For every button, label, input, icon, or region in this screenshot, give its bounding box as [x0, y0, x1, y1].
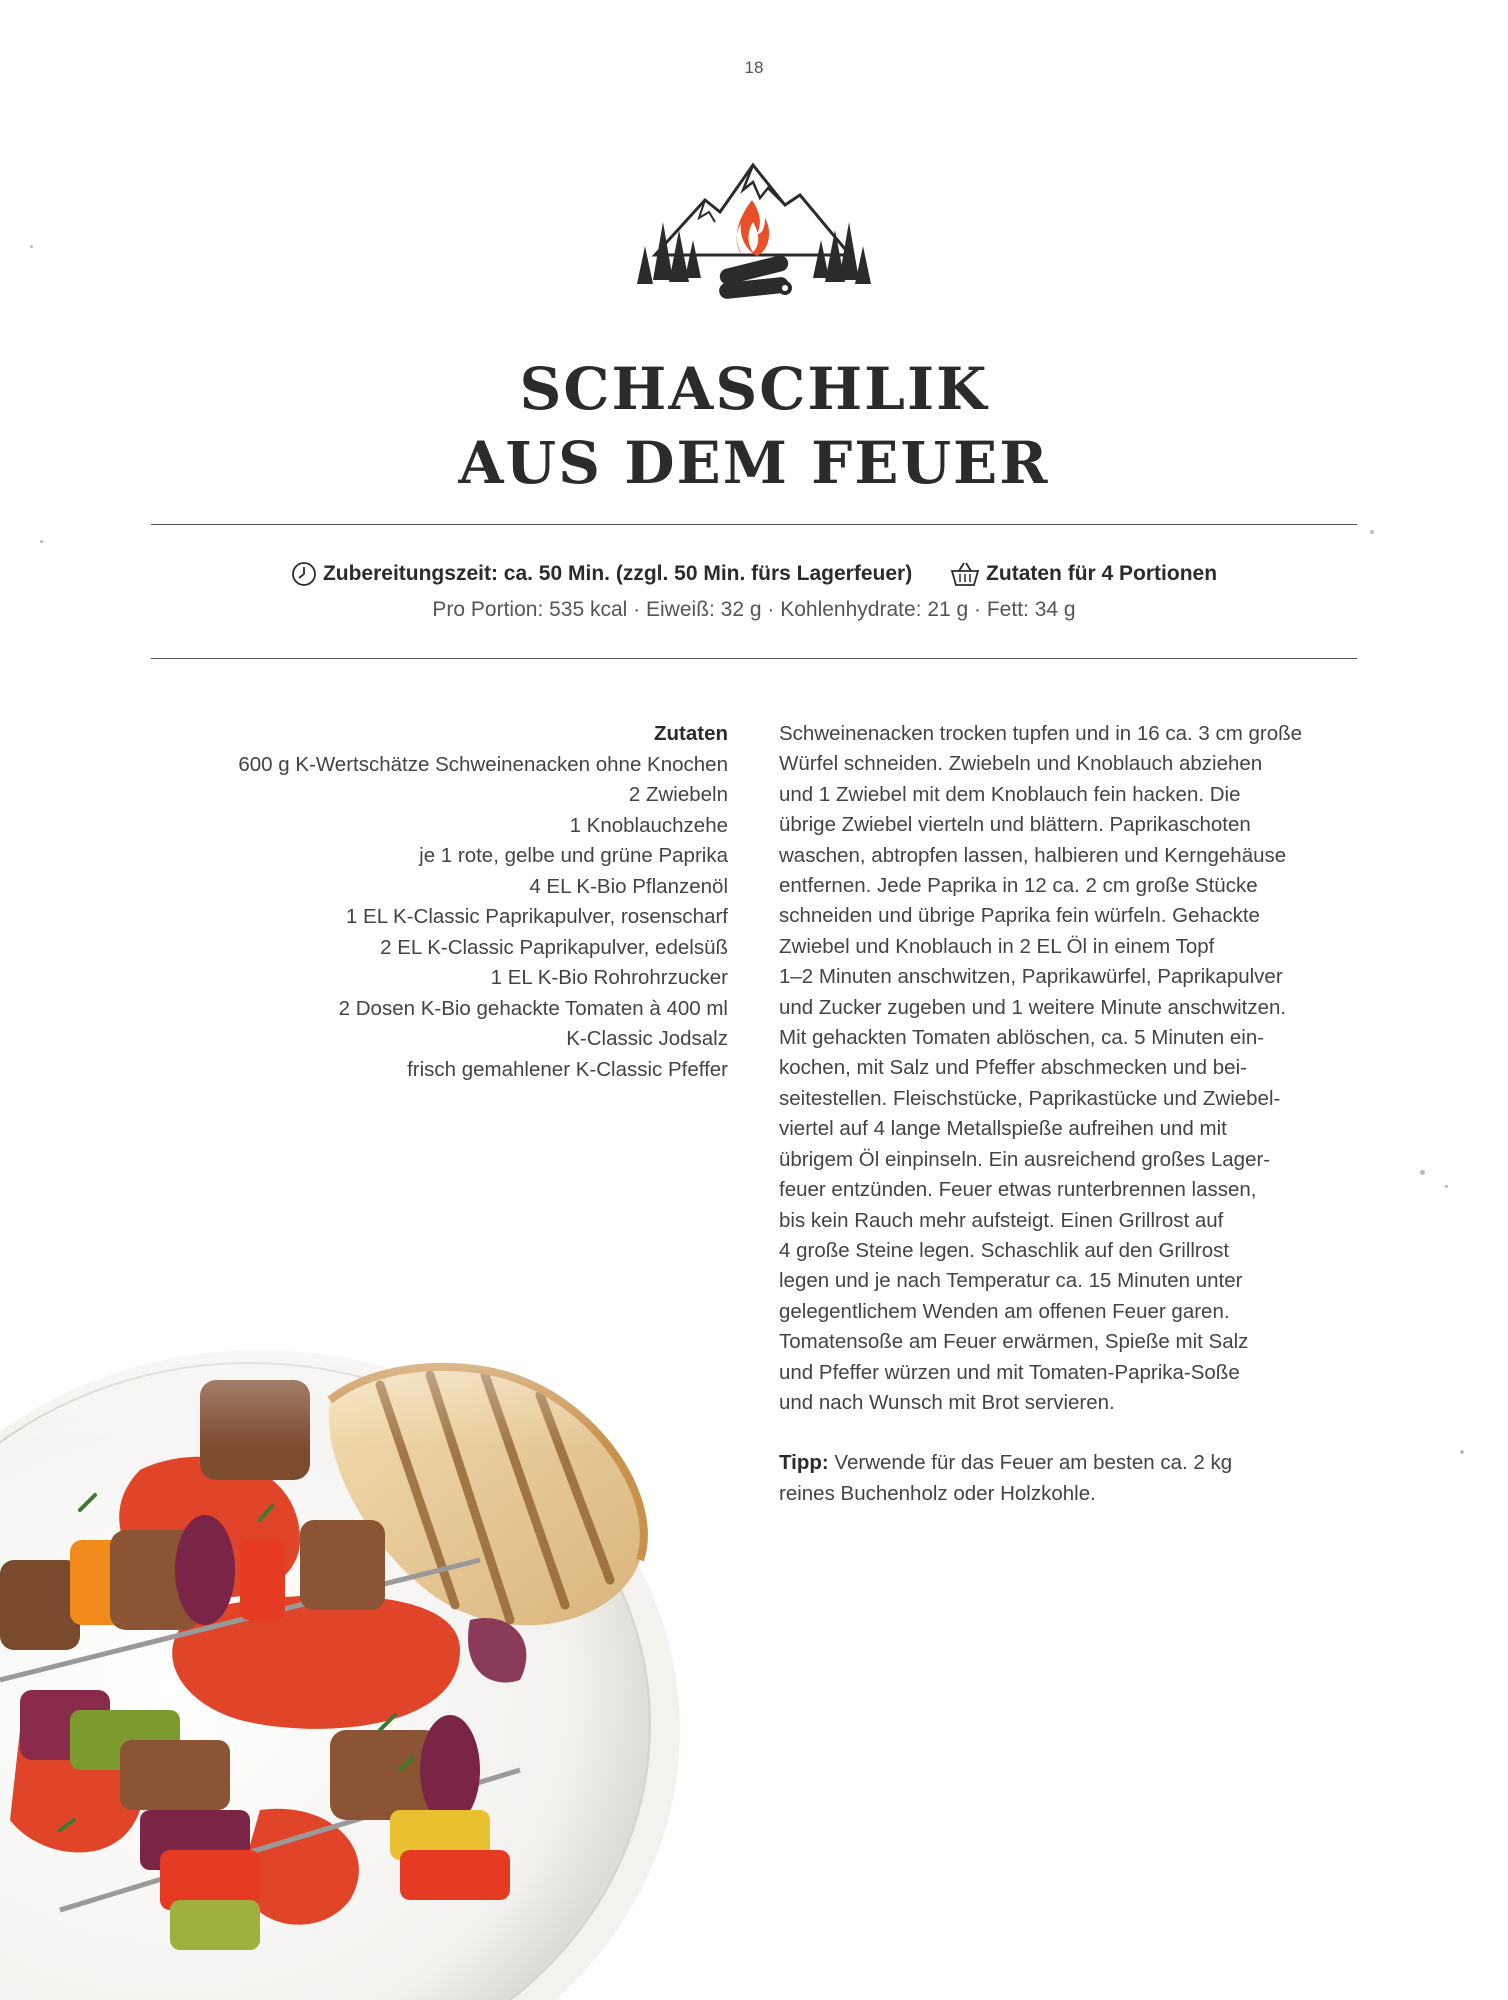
method-line: 1–2 Minuten anschwitzen, Paprikawürfel, Paprikapulver: [779, 965, 1283, 989]
nutrition-info: Pro Portion: 535 kcal · Eiweiß: 32 g · Kohlenhydrate: 21 g · Fett: 34 g: [432, 598, 1076, 621]
method-line: und nach Wunsch mit Brot servieren.: [779, 1390, 1115, 1414]
ingredient-item: 2 Zwiebeln: [628, 783, 728, 806]
tip-line: reines Buchenholz oder Holzkohle.: [779, 1481, 1096, 1505]
method-line: und 1 Zwiebel mit dem Knoblauch fein hacken. Die: [779, 782, 1241, 806]
decorative-speck: [30, 245, 33, 248]
page-number: 18: [744, 58, 764, 77]
method-line: schneiden und übrige Paprika fein würfeln. Gehackte: [779, 904, 1260, 928]
method-line: legen und je nach Temperatur ca. 15 Minuten unter: [779, 1269, 1243, 1293]
ingredient-item: 2 EL K-Classic Paprikapulver, edelsüß: [380, 935, 728, 959]
ingredient-item: 1 EL K-Bio Rohrohrzucker: [490, 966, 728, 989]
recipe-title-line2: AUS DEM FEUER: [458, 429, 1050, 497]
ingredient-item: 2 Dosen K-Bio gehackte Tomaten à 400 ml: [338, 996, 728, 1020]
method-line: Zwiebel und Knoblauch in 2 EL Öl in einem Topf: [779, 934, 1215, 958]
prep-time-text: Zubereitungszeit: ca. 50 Min. (zzgl. 50 Min. fürs Lagerfeuer): [322, 562, 913, 585]
ingredient-item: je 1 rote, gelbe und grüne Paprika: [419, 844, 728, 867]
clock-icon: [291, 561, 317, 587]
servings-text: Zutaten für 4 Portionen: [986, 562, 1218, 585]
method-line: und Pfeffer würzen und mit Tomaten-Paprika-Soße: [779, 1360, 1240, 1384]
servings: [950, 561, 1217, 587]
method-line: Tomatensoße am Feuer erwärmen, Spieße mit Salz: [779, 1330, 1249, 1354]
method-line: 4 große Steine legen. Schaschlik auf den Grillrost: [779, 1238, 1230, 1262]
method-line: entfernen. Jede Paprika in 12 ca. 2 cm große Stücke: [779, 874, 1258, 898]
decorative-speck: [1420, 1170, 1425, 1175]
tip-label: Tipp:: [779, 1451, 829, 1475]
decorative-speck: [1445, 1185, 1448, 1188]
method-line: viertel auf 4 lange Metallspieße aufreihen und mit: [779, 1117, 1227, 1141]
method-line: übrige Zwiebel vierteln und blättern. Paprikaschoten: [779, 813, 1251, 837]
recipe-title: [0, 352, 1508, 500]
campfire-mountain-logo: [635, 160, 875, 320]
method-line: gelegentlichem Wenden am offenen Feuer garen.: [779, 1299, 1230, 1323]
method-line: seitestellen. Fleischstücke, Paprikastücke und Zwiebel-: [779, 1086, 1281, 1110]
ingredient-item: 1 EL K-Classic Paprikapulver, rosenscharf: [345, 905, 728, 928]
ingredients-list: [168, 719, 728, 1085]
method-line: Würfel schneiden. Zwiebeln und Knoblauch abziehen: [779, 752, 1263, 776]
ingredients-heading: Zutaten: [653, 722, 728, 745]
method-paragraph: [779, 719, 1339, 1418]
ingredient-item: 1 Knoblauchzehe: [569, 813, 728, 837]
ingredient-item: K-Classic Jodsalz: [566, 1027, 728, 1050]
ingredient-item: 4 EL K-Bio Pflanzenöl: [529, 874, 728, 898]
method-line: feuer entzünden. Feuer etwas runterbrennen lassen,: [779, 1178, 1257, 1202]
decorative-speck: [1460, 1450, 1464, 1454]
tip: [779, 1448, 1339, 1509]
recipe-meta: [0, 561, 1508, 593]
ingredient-item: frisch gemahlener K-Classic Pfeffer: [407, 1057, 728, 1081]
method-line: kochen, mit Salz und Pfeffer abschmecken und bei-: [779, 1056, 1247, 1080]
basket-icon: [950, 561, 980, 587]
divider-top: [151, 524, 1357, 525]
tip-line: Verwende für das Feuer am besten ca. 2 kg: [834, 1451, 1233, 1475]
divider-bottom: [151, 658, 1357, 659]
ingredient-item: 600 g K-Wertschätze Schweinenacken ohne Knochen: [238, 752, 728, 776]
recipe-title-line1: SCHASCHLIK: [519, 355, 989, 423]
food-photo: [0, 1210, 760, 2000]
decorative-speck: [1370, 530, 1374, 534]
method-line: Mit gehackten Tomaten ablöschen, ca. 5 Minuten ein-: [779, 1026, 1265, 1050]
method-text: [779, 719, 1339, 1509]
prep-time: [291, 561, 912, 587]
method-line: bis kein Rauch mehr aufsteigt. Einen Grillrost auf: [779, 1208, 1224, 1232]
method-line: waschen, abtropfen lassen, halbieren und Kerngehäuse: [779, 843, 1287, 867]
method-line: übrigem Öl einpinseln. Ein ausreichend großes Lager-: [779, 1147, 1271, 1171]
method-line: Schweinenacken trocken tupfen und in 16 ca. 3 cm große: [779, 722, 1303, 745]
method-line: und Zucker zugeben und 1 weitere Minute anschwitzen.: [779, 995, 1287, 1019]
decorative-speck: [40, 540, 43, 543]
